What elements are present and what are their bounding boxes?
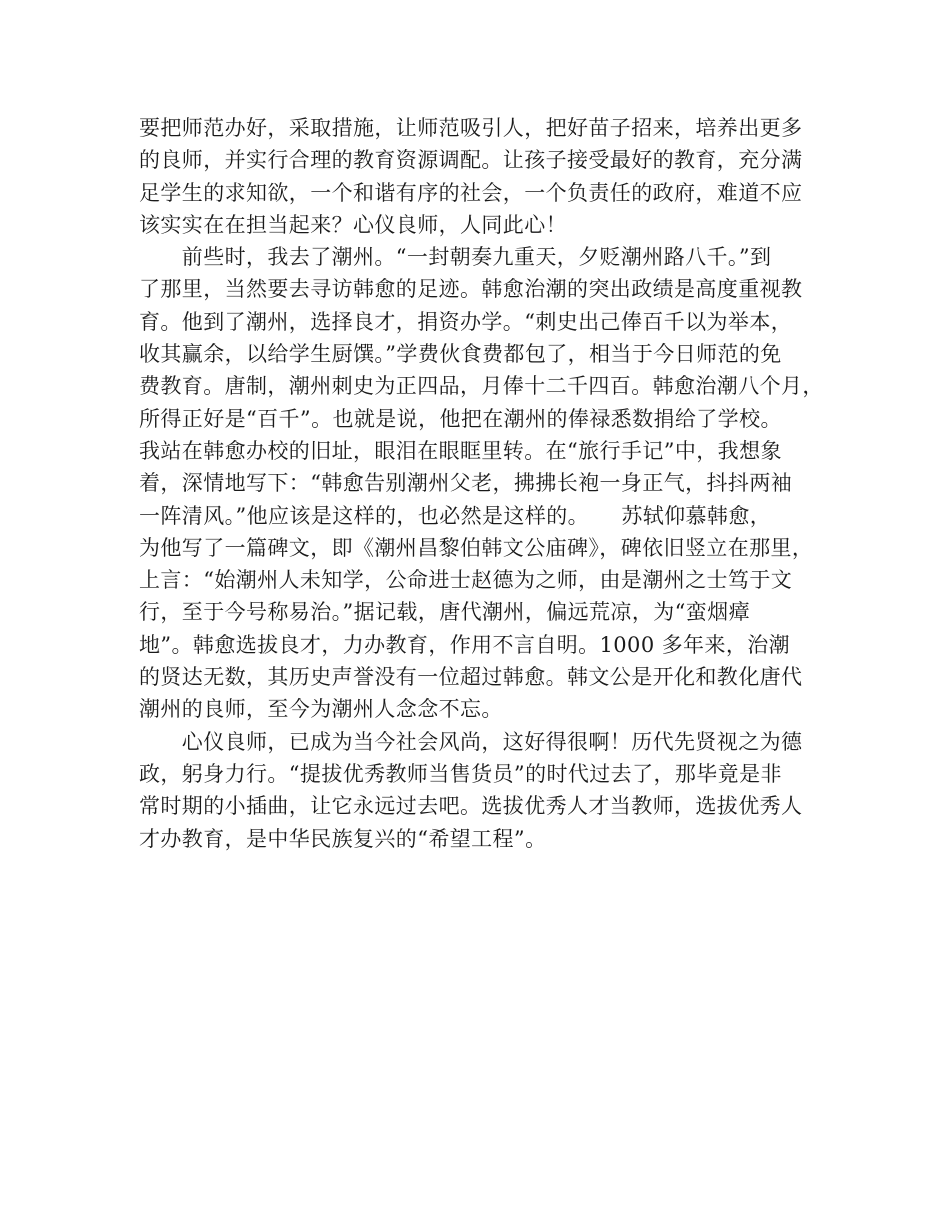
- text-line: 才办教育，是中华民族复兴的“希望工程”。: [139, 826, 547, 851]
- text-line: 所得正好是“百千”。也就是说，他把在潮州的俸禄悉数捐给了学校。: [139, 406, 782, 431]
- text-line: 潮州的良师，至今为潮州人念念不忘。: [139, 697, 503, 722]
- text-line: 我站在韩愈办校的旧址，眼泪在眼眶里转。在“旅行手记”中，我想象: [139, 438, 782, 463]
- text-line: 上言：“始潮州人未知学，公命进士赵德为之师，由是潮州之士笃于文: [139, 568, 793, 593]
- text-line: 一阵清风。”他应该是这样的，也必然是这样的。 苏轼仰慕韩愈，: [139, 503, 772, 528]
- text-line: 地”。韩愈选拔良才，力办教育，作用不言自明。1000 多年来，治潮: [139, 632, 791, 657]
- text-line: 心仪良师，已成为当今社会风尚，这好得很啊！历代先贤视之为德: [139, 729, 803, 754]
- text-line: 了那里，当然要去寻访韩愈的足迹。韩愈治潮的突出政绩是高度重视教: [139, 277, 803, 302]
- text-line: 育。他到了潮州，选择良才，捐资办学。“刺史出己俸百千以为举本，: [139, 309, 793, 334]
- text-line: 该实实在在担当起来？心仪良师，人同此心！: [139, 212, 567, 237]
- document-body: [139, 112, 824, 855]
- text-line: 政，躬身力行。“提拔优秀教师当售货员”的时代过去了，那毕竟是非: [139, 761, 782, 786]
- text-line: 为他写了一篇碑文，即《潮州昌黎伯韩文公庙碑》，碑依旧竖立在那里，: [139, 535, 814, 560]
- text-line: 行，至于今号称易治。”据记载，唐代潮州，偏远荒凉，为“蛮烟瘴: [139, 600, 750, 625]
- text-line: 要把师范办好，采取措施，让师范吸引人，把好苗子招来，培养出更多: [139, 116, 803, 140]
- text-line: 收其赢余，以给学生厨馔。”学费伙食费都包了，相当于今日师范的免: [139, 342, 782, 367]
- text-line: 足学生的求知欲，一个和谐有序的社会，一个负责任的政府，难道不应: [139, 180, 803, 205]
- text-line: 的贤达无数，其历史声誉没有一位超过韩愈。韩文公是开化和教化唐代: [139, 665, 803, 690]
- text-line: 的良师，并实行合理的教育资源调配。让孩子接受最好的教育，充分满: [139, 148, 803, 173]
- text-line: 费教育。唐制，潮州刺史为正四品，月俸十二千四百。韩愈治潮八个月，: [139, 374, 824, 399]
- text-line: 着，深情地写下：“韩愈告别潮州父老，拂拂长袍一身正气，抖抖两袖: [139, 471, 793, 496]
- text-line: 前些时，我去了潮州。“一封朝奏九重天，夕贬潮州路八千。”到: [139, 245, 772, 270]
- text-line: 常时期的小插曲，让它永远过去吧。选拔优秀人才当教师，选拔优秀人: [139, 794, 803, 819]
